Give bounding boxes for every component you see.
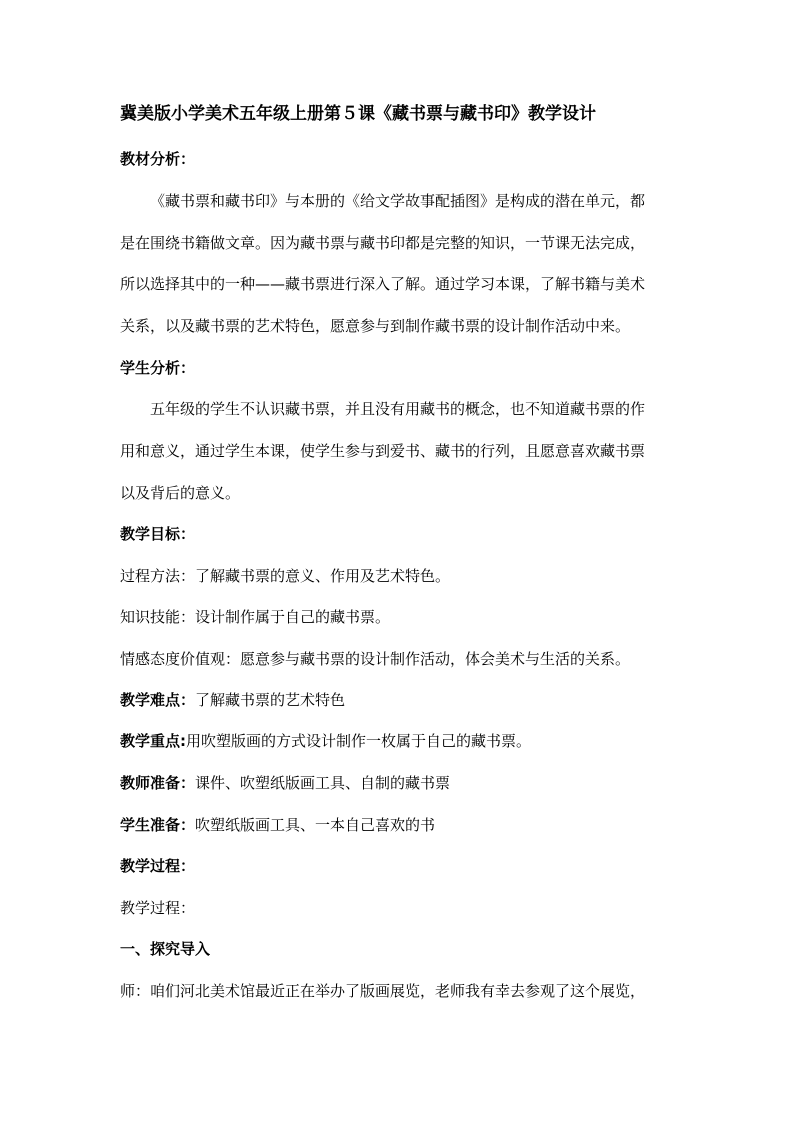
student-prep-label: 学生准备：	[120, 816, 196, 834]
section-1-line-1: 师：咱们河北美术馆最近正在举办了版画展览，老师我有幸去参观了这个展览，	[120, 982, 646, 1000]
student-analysis-heading: 学生分析：	[120, 359, 196, 377]
student-analysis-line-3: 以及背后的意义。	[120, 484, 241, 502]
student-analysis-line-2: 用和意义，通过学生本课，使学生参与到爱书、藏书的行列，且愿意喜欢藏书票	[120, 442, 646, 460]
key-point-text: 用吹塑版画的方式设计制作一枚属于自己的藏书票。	[186, 732, 532, 750]
goal-item-process: 过程方法：了解藏书票的意义、作用及艺术特色。	[120, 567, 451, 585]
key-point-row	[120, 731, 531, 751]
goals-heading: 教学目标：	[120, 525, 196, 543]
section-1-heading: 一、探究导入	[120, 940, 211, 958]
difficulty-row	[120, 690, 345, 710]
student-analysis-line-1: 五年级的学生不认识藏书票，并且没有用藏书的概念，也不知道藏书票的作	[150, 400, 646, 418]
teacher-prep-row	[120, 773, 450, 793]
material-analysis-line-4: 关系，以及藏书票的艺术特色，愿意参与到制作藏书票的设计制作活动中来。	[120, 317, 631, 335]
material-analysis-line-2: 是在围绕书籍做文章。因为藏书票与藏书印都是完整的知识，一节课无法完成，	[120, 234, 646, 252]
teacher-prep-label: 教师准备：	[120, 774, 196, 792]
goal-item-knowledge: 知识技能：设计制作属于自己的藏书票。	[120, 608, 391, 626]
teacher-prep-text: 课件、吹塑纸版画工具、自制的藏书票	[195, 774, 451, 792]
material-analysis-heading: 教材分析：	[120, 150, 196, 168]
material-analysis-line-1: 《藏书票和藏书印》与本册的《给文学故事配插图》是构成的潜在单元，都	[150, 192, 646, 210]
process-heading: 教学过程：	[120, 857, 196, 875]
student-prep-text: 吹塑纸版画工具、一本自己喜欢的书	[195, 816, 436, 834]
material-analysis-line-3: 所以选择其中的一种——藏书票进行深入了解。通过学习本课，了解书籍与美术	[120, 275, 646, 293]
document-title: 冀美版小学美术五年级上册第５课《藏书票与藏书印》教学设计	[120, 104, 596, 124]
difficulty-text: 了解藏书票的艺术特色	[195, 691, 346, 709]
goal-item-attitude: 情感态度价值观：愿意参与藏书票的设计制作活动，体会美术与生活的关系。	[120, 650, 631, 668]
difficulty-label: 教学难点：	[120, 691, 196, 709]
key-point-label: 教学重点:	[120, 732, 186, 750]
process-subheading: 教学过程：	[120, 899, 196, 917]
student-prep-row	[120, 815, 435, 835]
